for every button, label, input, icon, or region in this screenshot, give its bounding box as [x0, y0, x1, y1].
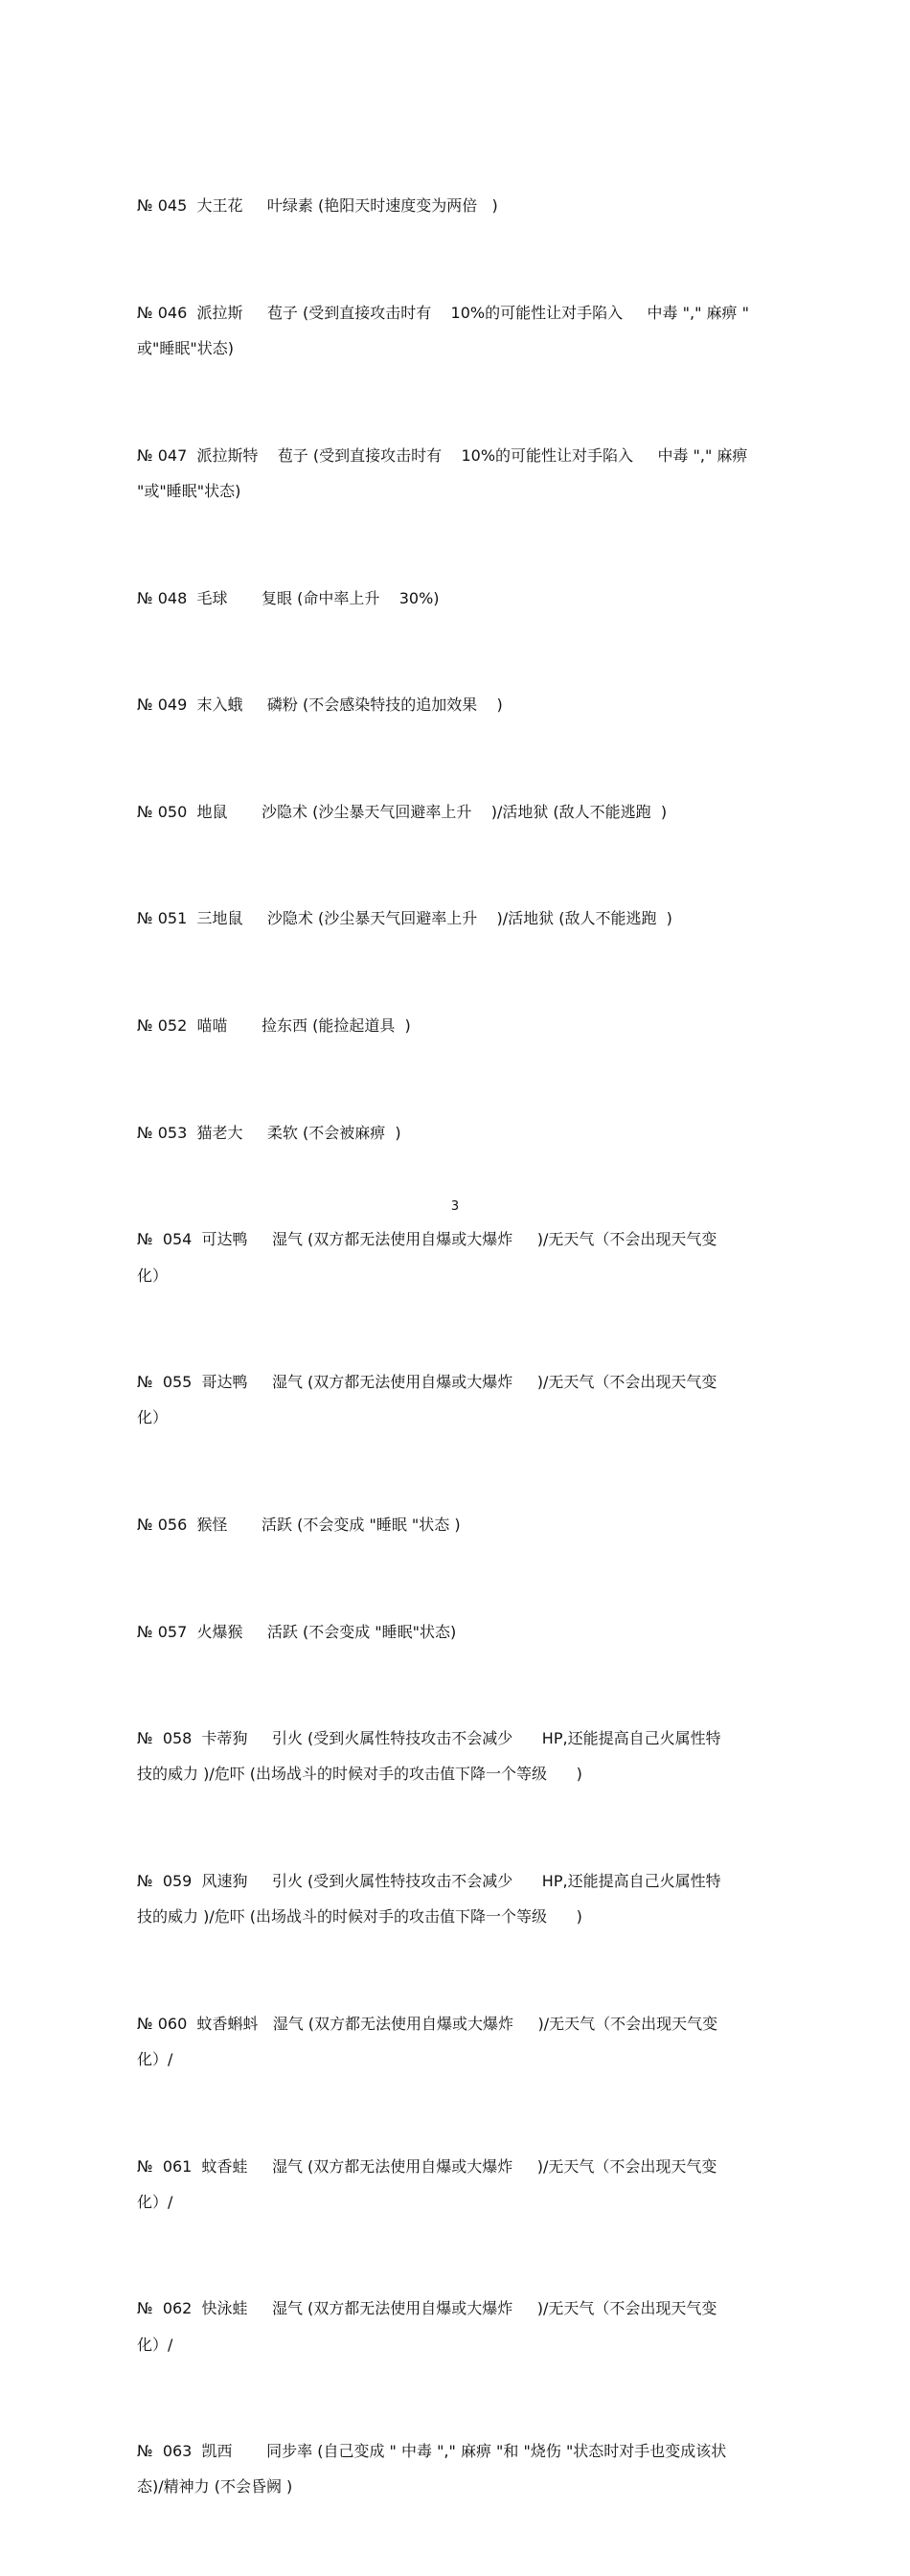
- list-item: № 045 大王花 叶绿素 (艳阳天时速度变为两倍 ): [137, 196, 498, 216]
- list-item: № 050 地鼠 沙隐术 (沙尘暴天气回避率上升 )/活地狱 (敌人不能逃跑 ): [137, 802, 668, 821]
- list-item: № 054 可达鸭 湿气 (双方都无法使用自爆或大爆炸 )/无天气（不会出现天气变 化）: [137, 1230, 717, 1285]
- page-number: 3: [450, 1199, 460, 1214]
- list-item: № 063 凯西 同步率 (自己变成 " 中毒 "," 麻痹 "和 "烧伤 "状态时对手也变成该状 态)/精神力 (不会昏阙 ): [137, 2442, 727, 2496]
- ability-list: [137, 117, 779, 2576]
- list-item: № 060 蚊香蝌蚪 湿气 (双方都无法使用自爆或大爆炸 )/无天气（不会出现天气变 化）/: [137, 2014, 718, 2068]
- list-item: № 051 三地鼠 沙隐术 (沙尘暴天气回避率上升 )/活地狱 (敌人不能逃跑 ): [137, 909, 672, 928]
- list-item: № 046 派拉斯 苞子 (受到直接攻击时有 10%的可能性让对手陷入 中毒 "," 麻痹 " 或"睡眠"状态): [137, 304, 749, 358]
- list-item: № 056 猴怪 活跃 (不会变成 "睡眠 "状态 ): [137, 1515, 461, 1534]
- list-item: № 049 末入蛾 磷粉 (不会感染特技的追加效果 ): [137, 695, 503, 715]
- list-item: № 047 派拉斯特 苞子 (受到直接攻击时有 10%的可能性让对手陷入 中毒 "," 麻痹 "或"睡眠"状态): [137, 445, 748, 501]
- list-item: № 059 风速狗 引火 (受到火属性特技攻击不会减少 HP,还能提高自己火属性特 技的威力 )/危吓 (出场战斗的时候对手的攻击值下降一个等级 ): [137, 1871, 721, 1926]
- list-item: № 055 哥达鸭 湿气 (双方都无法使用自爆或大爆炸 )/无天气（不会出现天气变 化）: [137, 1373, 717, 1427]
- list-item: № 062 快泳蛙 湿气 (双方都无法使用自爆或大爆炸 )/无天气（不会出现天气变 化）/: [137, 2299, 717, 2354]
- list-item: № 061 蚊香蛙 湿气 (双方都无法使用自爆或大爆炸 )/无天气（不会出现天气变 化）/: [137, 2156, 717, 2211]
- list-item: № 053 猫老大 柔软 (不会被麻痹 ): [137, 1123, 401, 1142]
- list-item: № 048 毛球 复眼 (命中率上升 30%): [137, 588, 440, 607]
- list-item: № 057 火爆猴 活跃 (不会变成 "睡眠"状态): [137, 1622, 457, 1641]
- list-item: № 058 卡蒂狗 引火 (受到火属性特技攻击不会减少 HP,还能提高自己火属性特 技的威力 )/危吓 (出场战斗的时候对手的攻击值下降一个等级 ): [137, 1729, 721, 1784]
- list-item: № 052 喵喵 捡东西 (能捡起道具 ): [137, 1016, 411, 1036]
